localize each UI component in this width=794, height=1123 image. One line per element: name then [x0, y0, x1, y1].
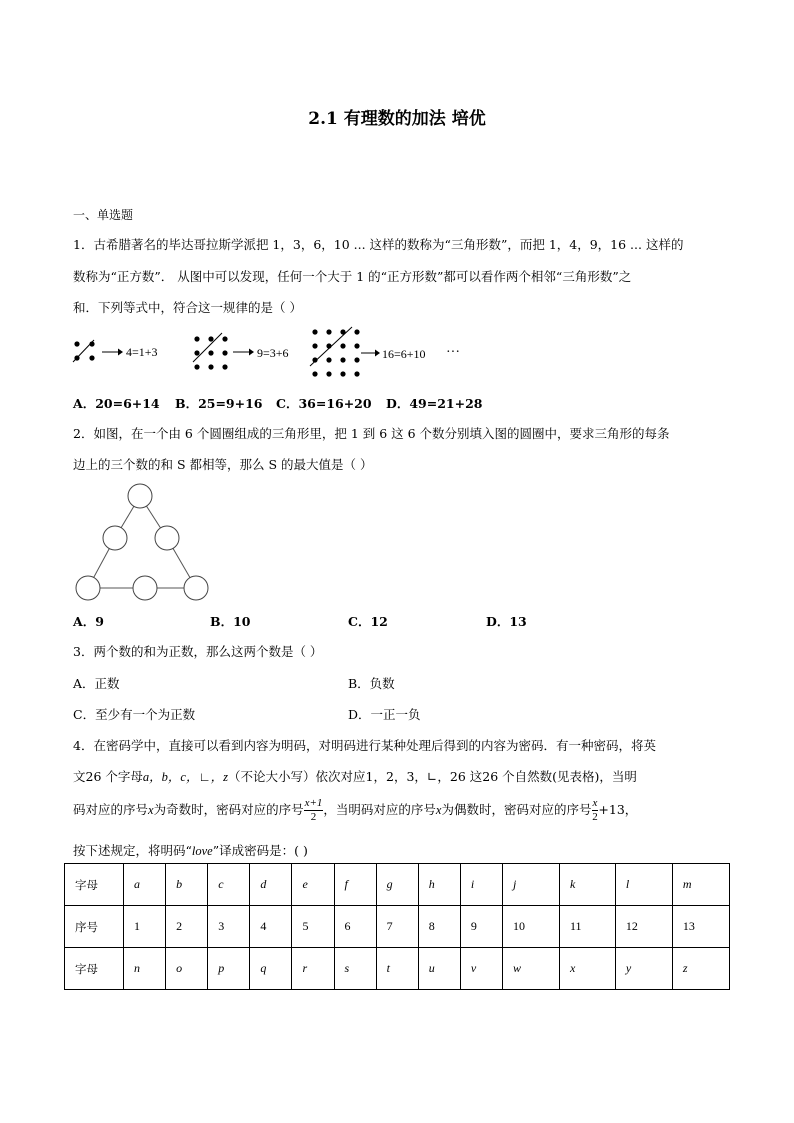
frac-denominator: 2 [310, 811, 317, 823]
q1-line-2: 数称为“正方数”． 从图中可以发现，任何一个大于 1 的“正方形数”都可以看作两个相邻“三角形数”之 [73, 269, 632, 284]
arrow-icon [361, 350, 380, 357]
q1-fig-ellipsis: ··· [446, 345, 460, 360]
table-row [65, 906, 730, 948]
table-cell: 11 [559, 906, 615, 948]
circle-mid-left [103, 526, 127, 550]
table-cell: c [208, 864, 250, 906]
q1-line-1: 1．古希腊著名的毕达哥拉斯学派把 1，3，6，10 ... 这样的数称为“三角形数”，而把 1，4，9，16 ... 这样的 [73, 237, 684, 252]
q4-fraction-odd [304, 797, 324, 824]
table-cell: o [166, 948, 208, 990]
table-cell: 9 [460, 906, 502, 948]
row-header-letters: 字母 [65, 948, 124, 990]
q4-var-x: x [435, 803, 442, 817]
q3-option-b[interactable]: B．负数 [348, 676, 395, 691]
circle-top [128, 484, 152, 508]
q4-l3-d: 为偶数时，密码对应的序号 [441, 802, 592, 817]
q1-fig-eq-1: 4=1+3 [126, 345, 158, 359]
q4-var-x: x [148, 803, 154, 817]
circle-bottom-right [184, 576, 208, 600]
q2-option-b[interactable]: B．10 [210, 614, 251, 629]
frac-numerator: x+1 [304, 797, 323, 809]
q2-option-c[interactable]: C．12 [348, 614, 388, 629]
table-cell: v [460, 948, 502, 990]
table-cell: 4 [250, 906, 292, 948]
table-cell: e [292, 864, 334, 906]
table-cell: f [334, 864, 376, 906]
table-cell: d [250, 864, 292, 906]
table-cell: x [559, 948, 615, 990]
q4-l4-a: 按下述规定，将明码“ [73, 843, 192, 858]
table-cell: m [672, 864, 729, 906]
table-cell: g [376, 864, 418, 906]
table-cell: y [615, 948, 672, 990]
table-cell: p [208, 948, 250, 990]
page-title: 2.1 有理数的加法 培优 [308, 109, 486, 129]
q4-line-3 [73, 797, 637, 824]
q4-line-1: 4．在密码学中，直接可以看到内容为明码，对明码进行某种处理后得到的内容为密码．有一种密码，将英 [73, 738, 656, 753]
section-heading: 一、单选题 [73, 208, 134, 222]
q4-l3-b: 为奇数时，密码对应的序号 [153, 802, 304, 817]
q2-circle-triangle-figure [70, 480, 210, 605]
row-header-letters: 字母 [65, 864, 124, 906]
table-cell: s [334, 948, 376, 990]
table-row [65, 864, 730, 906]
circle-bottom-left [76, 576, 100, 600]
q3-option-a[interactable]: A．正数 [73, 676, 120, 691]
table-cell: 1 [124, 906, 166, 948]
table-cell: j [502, 864, 559, 906]
arrow-icon [102, 349, 123, 356]
q4-l2-b: （不论大小写）依次对应1，2，3，∟，26 这26 个自然数(见表格)，当明 [228, 769, 637, 784]
dot-grid-4x4 [312, 329, 359, 376]
table-cell: b [166, 864, 208, 906]
table-cell: 2 [166, 906, 208, 948]
arrow-icon [233, 349, 254, 356]
frac-numerator: x [592, 797, 598, 809]
table-cell: a [124, 864, 166, 906]
frac-denominator: 2 [592, 811, 598, 823]
circle-mid-right [155, 526, 179, 550]
q3-line-1: 3．两个数的和为正数，那么这两个数是（ ） [73, 644, 323, 659]
q1-line-3: 和．下列等式中，符合这一规律的是（ ） [73, 300, 302, 315]
table-cell: 12 [615, 906, 672, 948]
table-cell: z [672, 948, 729, 990]
table-cell: 6 [334, 906, 376, 948]
table-cell: h [418, 864, 460, 906]
table-cell: 8 [418, 906, 460, 948]
table-cell: q [250, 948, 292, 990]
table-cell: n [124, 948, 166, 990]
table-cell: r [292, 948, 334, 990]
table-cell: 3 [208, 906, 250, 948]
q4-l3-c: ，当明码对应的序号 [323, 802, 436, 817]
q1-option-b[interactable]: B．25=9+16 [175, 396, 263, 411]
circle-bottom-mid [133, 576, 157, 600]
q1-option-c[interactable]: C．36=16+20 [276, 396, 372, 411]
table-cell: w [502, 948, 559, 990]
row-header-numbers: 序号 [65, 906, 124, 948]
table-cell: k [559, 864, 615, 906]
table-cell: i [460, 864, 502, 906]
table-cell: 7 [376, 906, 418, 948]
q2-option-a[interactable]: A．9 [73, 614, 104, 629]
q4-l2-letters: a，b，c，∟，z [142, 770, 229, 784]
q1-fig-eq-3: 16=6+10 [382, 347, 426, 361]
table-cell: t [376, 948, 418, 990]
q4-l4-b: ”译成密码是：( ) [212, 843, 308, 858]
q2-line-2: 边上的三个数的和 S 都相等，那么 S 的最大值是（ ） [73, 457, 373, 472]
table-cell: u [418, 948, 460, 990]
letter-number-table [64, 863, 730, 990]
table-cell: 5 [292, 906, 334, 948]
q4-l3-a: 码对应的序号 [73, 802, 149, 817]
table-cell: l [615, 864, 672, 906]
table-row [65, 948, 730, 990]
q4-line-2 [73, 768, 637, 786]
q1-option-d[interactable]: D．49=21+28 [386, 396, 483, 411]
dot-grid-3x3 [194, 336, 227, 369]
q3-option-d[interactable]: D．一正一负 [348, 707, 421, 722]
table-cell: 10 [502, 906, 559, 948]
q1-option-a[interactable]: A．20=6+14 [73, 396, 160, 411]
q4-line-4 [73, 842, 308, 860]
q4-l2-a: 文26 个字母 [73, 769, 143, 784]
q2-line-1: 2．如图，在一个由 6 个圆圈组成的三角形里，把 1 到 6 这 6 个数分别填入图的圆圈中，要求三角形的每条 [73, 426, 670, 441]
table-cell: 13 [672, 906, 729, 948]
q4-l3-e: +13， [598, 802, 638, 817]
q3-option-c[interactable]: C．至少有一个为正数 [73, 707, 196, 722]
q2-option-d[interactable]: D．13 [486, 614, 527, 629]
q1-fig-eq-2: 9=3+6 [257, 346, 289, 360]
q4-plaintext-word: love [191, 844, 213, 858]
